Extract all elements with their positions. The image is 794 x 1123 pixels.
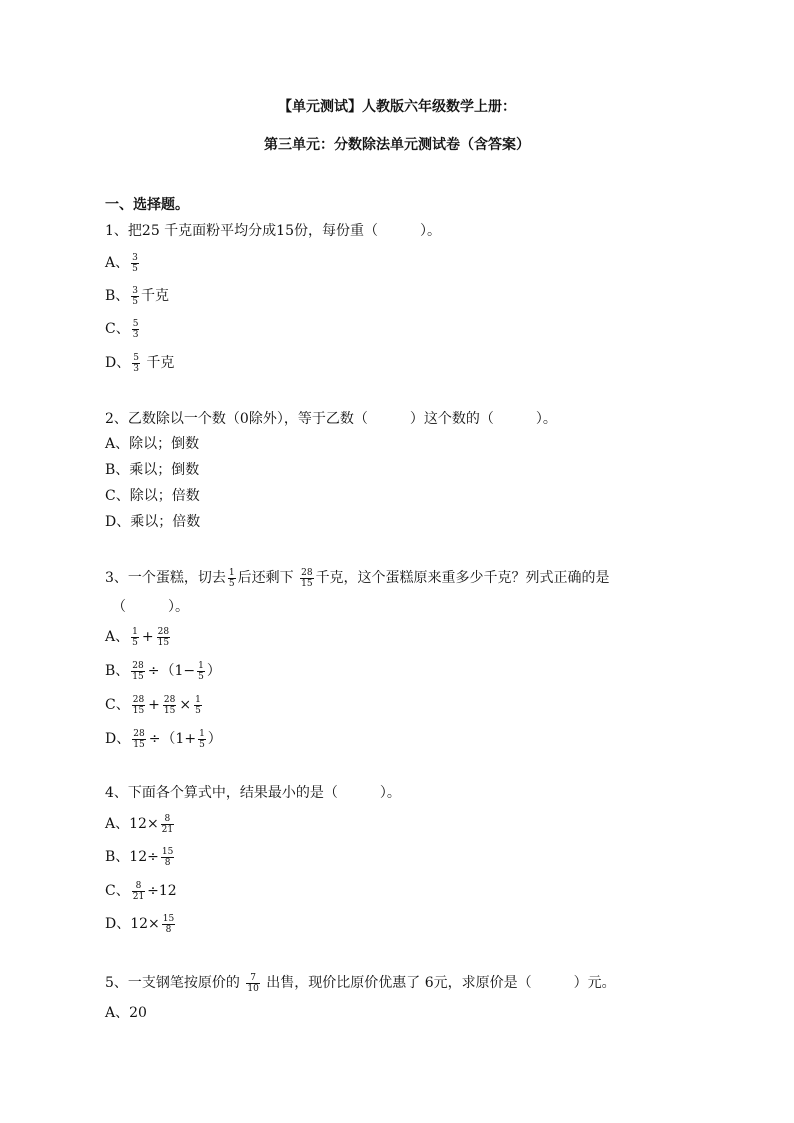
numerator: 15 bbox=[161, 846, 174, 857]
numerator: 1 bbox=[228, 567, 235, 578]
q2-option-d: D、乘以；倍数 bbox=[105, 514, 201, 530]
stem-text: 出售，现价比原价优惠了 6元，求原价是（ ）元。 bbox=[266, 975, 616, 991]
fraction bbox=[132, 319, 140, 340]
fraction bbox=[132, 695, 145, 716]
q4-option-c bbox=[105, 880, 177, 902]
fraction bbox=[157, 627, 170, 648]
numerator: 1 bbox=[195, 694, 201, 705]
expression: 12÷ bbox=[129, 849, 159, 865]
option-label: A、 bbox=[105, 629, 130, 645]
unit: 千克 bbox=[146, 355, 175, 371]
denominator: 5 bbox=[199, 739, 205, 750]
fraction bbox=[131, 627, 139, 648]
fraction bbox=[131, 286, 139, 307]
paren-close: ） bbox=[207, 731, 222, 747]
q2-option-b: B、乘以；倒数 bbox=[105, 462, 200, 478]
q1-option-a bbox=[105, 252, 141, 274]
option-label: C、 bbox=[105, 697, 130, 713]
paren-open: （1+ bbox=[161, 731, 197, 747]
denominator: 21 bbox=[161, 824, 174, 835]
denominator: 15 bbox=[133, 739, 145, 750]
q4-option-d bbox=[105, 913, 177, 935]
fraction bbox=[132, 881, 145, 902]
option-label: C、 bbox=[105, 883, 130, 899]
denominator: 15 bbox=[132, 705, 145, 716]
section-heading: 一、选择题。 bbox=[105, 197, 189, 213]
q1-stem: 1、把25 千克面粉平均分成15份，每份重（ ）。 bbox=[105, 223, 441, 239]
numerator: 28 bbox=[163, 694, 176, 705]
q3-option-a bbox=[105, 626, 172, 648]
numerator: 5 bbox=[133, 352, 139, 363]
denominator: 21 bbox=[132, 891, 145, 902]
denominator: 15 bbox=[301, 578, 313, 589]
operator: × bbox=[179, 697, 192, 713]
denominator: 5 bbox=[132, 637, 138, 648]
numerator: 5 bbox=[132, 318, 139, 329]
numerator: 3 bbox=[132, 285, 139, 296]
option-label: B、 bbox=[105, 663, 130, 679]
option-label: A、 bbox=[105, 255, 130, 271]
fraction bbox=[131, 661, 144, 682]
q3-stem-continued: （ ）。 bbox=[112, 599, 189, 615]
numerator: 8 bbox=[161, 814, 174, 825]
fraction bbox=[194, 695, 202, 716]
denominator: 10 bbox=[247, 983, 259, 994]
denominator: 15 bbox=[132, 671, 144, 682]
numerator: 3 bbox=[132, 252, 138, 263]
q2-option-a: A、除以；倒数 bbox=[105, 436, 200, 452]
denominator: 5 bbox=[198, 671, 204, 682]
q5-option-a: A、20 bbox=[105, 1005, 147, 1021]
expression: ÷12 bbox=[147, 883, 177, 899]
denominator: 15 bbox=[163, 705, 176, 716]
q3-option-b bbox=[105, 660, 221, 682]
denominator: 15 bbox=[157, 637, 170, 648]
numerator: 28 bbox=[157, 626, 170, 637]
denominator: 5 bbox=[228, 578, 235, 589]
denominator: 5 bbox=[195, 705, 201, 716]
q3-stem bbox=[105, 567, 610, 589]
stem-text: 3、一个蛋糕，切去 bbox=[105, 570, 226, 586]
q4-stem: 4、下面各个算式中，结果最小的是（ ）。 bbox=[105, 785, 401, 801]
q4-option-b bbox=[105, 846, 176, 868]
option-label: A、 bbox=[105, 816, 130, 832]
denominator: 3 bbox=[132, 329, 139, 340]
q2-option-c: C、除以；倍数 bbox=[105, 488, 200, 504]
expression: 12× bbox=[130, 916, 160, 932]
fraction bbox=[132, 353, 140, 374]
numerator: 28 bbox=[132, 694, 145, 705]
stem-text: 后还剩下 bbox=[237, 570, 294, 586]
paren-close: ） bbox=[206, 663, 221, 679]
numerator: 28 bbox=[132, 660, 144, 671]
fraction bbox=[246, 973, 259, 994]
numerator: 8 bbox=[132, 881, 145, 892]
fraction bbox=[228, 568, 236, 589]
fraction bbox=[162, 914, 175, 935]
option-label: B、 bbox=[105, 849, 130, 865]
document-title-line1: 【单元测试】人教版六年级数学上册： bbox=[278, 99, 516, 115]
fraction bbox=[300, 568, 313, 589]
q1-option-c bbox=[105, 318, 141, 340]
expression: 12× bbox=[129, 816, 159, 832]
denominator: 5 bbox=[132, 296, 139, 307]
fraction bbox=[131, 253, 139, 274]
numerator: 28 bbox=[301, 567, 313, 578]
numerator: 7 bbox=[246, 973, 259, 984]
denominator: 3 bbox=[133, 363, 139, 374]
paren-open: （1− bbox=[160, 663, 196, 679]
document-title-line2: 第三单元：分数除法单元测试卷（含答案） bbox=[264, 137, 530, 153]
unit: 千克 bbox=[141, 288, 170, 304]
operator: ÷ bbox=[148, 731, 161, 747]
q5-stem bbox=[105, 972, 616, 994]
operator: + bbox=[148, 697, 160, 713]
option-label: D、 bbox=[105, 731, 131, 747]
option-label: C、 bbox=[105, 321, 130, 337]
numerator: 1 bbox=[132, 626, 138, 637]
operator: + bbox=[141, 629, 154, 645]
q3-option-d bbox=[105, 728, 222, 750]
q1-option-b bbox=[105, 285, 169, 307]
option-label: D、 bbox=[105, 355, 131, 371]
fraction bbox=[132, 729, 145, 750]
fraction bbox=[163, 695, 176, 716]
fraction bbox=[197, 661, 205, 682]
stem-text: 5、一支钢笔按原价的 bbox=[105, 975, 240, 991]
option-label: B、 bbox=[105, 288, 130, 304]
q2-stem: 2、乙数除以一个数（0除外），等于乙数（ ）这个数的（ ）。 bbox=[105, 411, 557, 427]
stem-text: 千克，这个蛋糕原来重多少千克？列式正确的是 bbox=[315, 570, 610, 586]
operator: ÷ bbox=[147, 663, 160, 679]
denominator: 8 bbox=[164, 857, 171, 868]
numerator: 1 bbox=[198, 660, 204, 671]
fraction bbox=[198, 729, 206, 750]
numerator: 28 bbox=[133, 728, 145, 739]
fraction bbox=[161, 814, 174, 835]
numerator: 1 bbox=[199, 728, 205, 739]
q3-option-c bbox=[105, 694, 204, 716]
denominator: 5 bbox=[132, 263, 138, 274]
option-label: D、 bbox=[105, 916, 131, 932]
q4-option-a bbox=[105, 813, 176, 835]
denominator: 8 bbox=[165, 924, 172, 935]
numerator: 15 bbox=[162, 913, 175, 924]
q1-option-d bbox=[105, 352, 174, 374]
fraction bbox=[161, 847, 174, 868]
